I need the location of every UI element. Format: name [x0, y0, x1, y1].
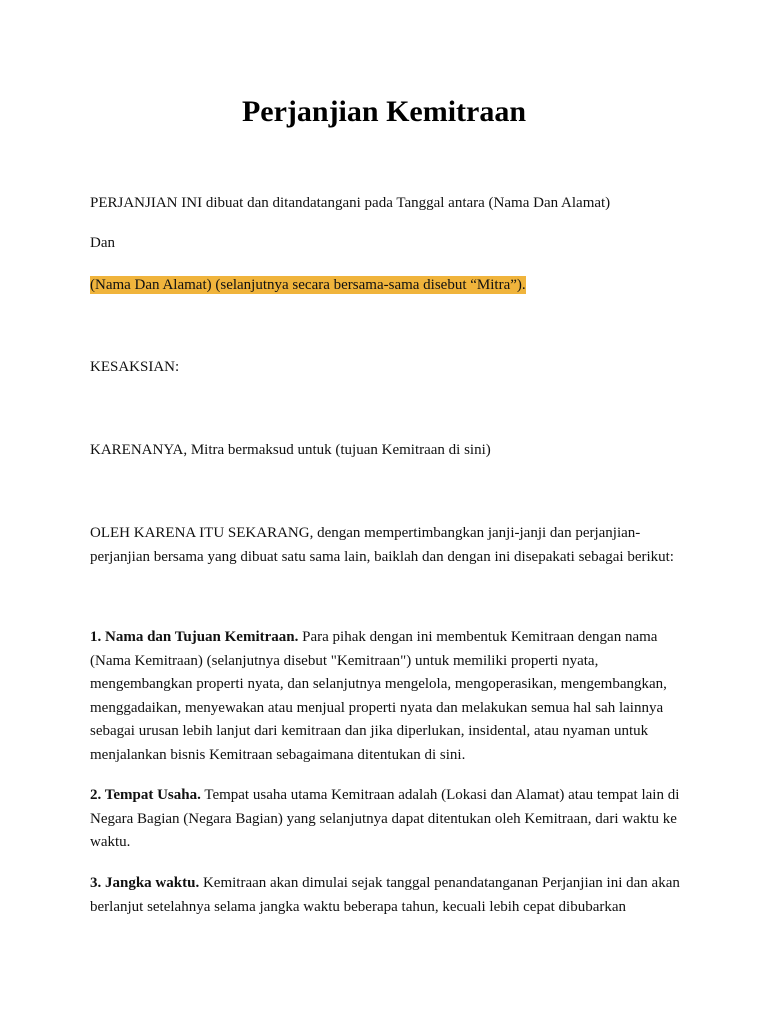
section-3 [90, 872, 690, 919]
section-1-heading: 1. Nama dan Tujuan Kemitraan. [90, 629, 299, 645]
section-2-heading: 2. Tempat Usaha. [90, 787, 201, 803]
section-1 [90, 626, 690, 767]
witnesseth-heading: KESAKSIAN: [90, 359, 180, 375]
section-2 [90, 784, 690, 855]
section-3-body: Kemitraan akan dimulai sejak tanggal penandatanganan Perjanjian ini dan akan berlanjut setelahnya selama jangka waktu beberapa tahun, kecuali lebih cepat dibubarkan [90, 875, 680, 915]
section-1-body: Para pihak dengan ini membentuk Kemitraan dengan nama (Nama Kemitraan) (selanjutnya disebut "Kemitraan") untuk memiliki properti nyata, mengembangkan properti nyata, dan selanjutnya mengelola, mengoperasikan, mengembangkan, menggadaikan, menyewakan atau menjual properti nyata dan melakukan semua hal sah lainnya sebagai urusan lebih lanjut dari kemitraan dan jika diperlukan, insidental, atau nyaman untuk menjalankan bisnis Kemitraan sebagaimana ditentukan di sini. [90, 629, 667, 763]
party2-paragraph [90, 274, 690, 298]
whereas-paragraph: KARENANYA, Mitra bermaksud untuk (tujuan Kemitraan di sini) [90, 442, 491, 458]
section-2-body: Tempat usaha utama Kemitraan adalah (Lokasi dan Alamat) atau tempat lain di Negara Bagian (Negara Bagian) yang selanjutnya dapat ditentukan oleh Kemitraan, dari waktu ke waktu. [90, 787, 680, 850]
highlighted-text: (Nama Dan Alamat) (selanjutnya secara bersama-sama disebut “Mitra”). [90, 277, 526, 293]
now-therefore-paragraph: OLEH KARENA ITU SEKARANG, dengan mempertimbangkan janji-janji dan perjanjian-perjanjian bersama yang dibuat satu sama lain, baiklah dan dengan ini disepakati sebagai berikut: [90, 525, 674, 565]
section-3-heading: 3. Jangka waktu. [90, 875, 200, 891]
and-paragraph: Dan [90, 235, 115, 251]
document-title: Perjanjian Kemitraan [241, 95, 527, 128]
opening-paragraph: PERJANJIAN INI dibuat dan ditandatangani pada Tanggal antara (Nama Dan Alamat) [90, 195, 611, 211]
